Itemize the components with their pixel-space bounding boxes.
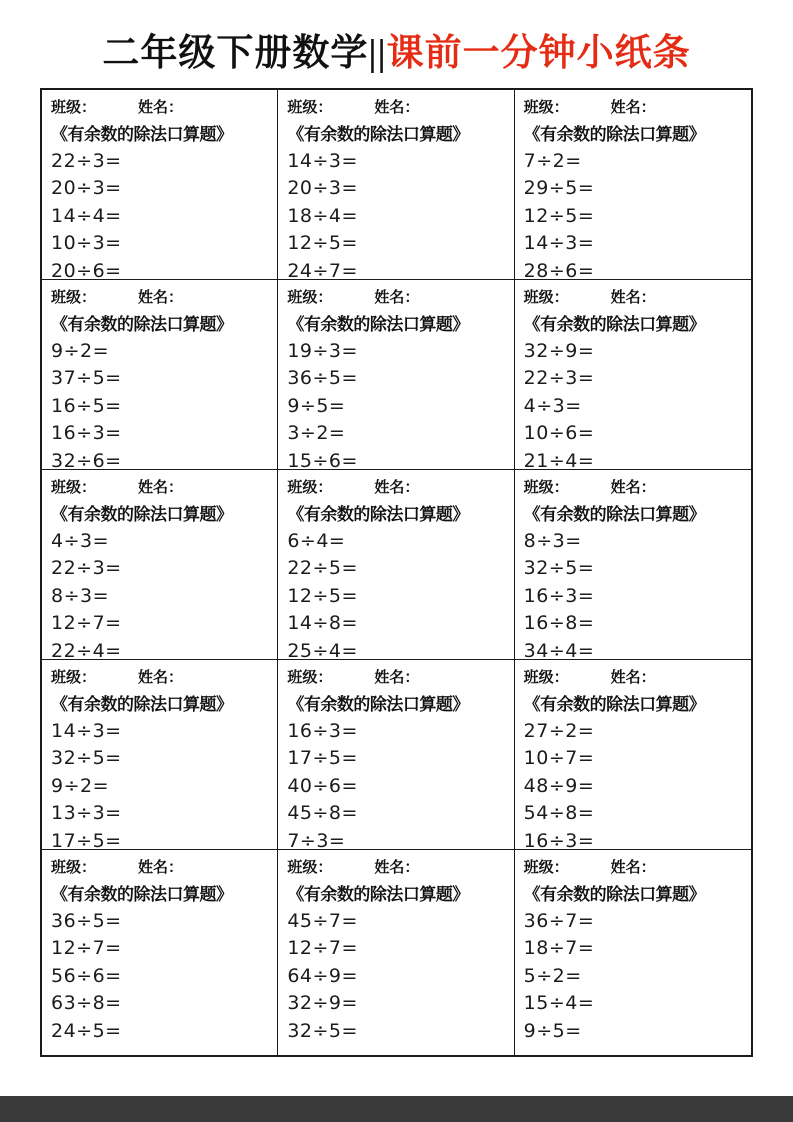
division-problem: 7÷3= — [287, 829, 346, 850]
division-problem: 45÷8= — [287, 802, 358, 825]
cell-header — [524, 475, 745, 501]
worksheet-cell — [515, 90, 751, 280]
division-problem: 29÷5= — [523, 177, 595, 200]
division-problem: 14÷4= — [51, 204, 122, 227]
page-title — [0, 0, 793, 75]
division-problem: 22÷3= — [523, 367, 595, 390]
worksheet-cell — [42, 90, 278, 280]
class-label: 班级： — [51, 290, 97, 306]
problem-list — [524, 338, 745, 470]
division-problem: 7÷2= — [523, 150, 582, 172]
worksheet-cell — [515, 470, 751, 660]
division-problem: 22÷5= — [287, 557, 358, 580]
division-problem: 45÷7= — [287, 910, 358, 932]
division-problem: 40÷6= — [287, 774, 358, 797]
division-problem: 17÷5= — [287, 747, 358, 770]
division-problem: 15÷4= — [523, 992, 595, 1015]
name-label: 姓名： — [138, 100, 184, 116]
division-problem: 20÷3= — [51, 177, 122, 200]
worksheet-cell — [42, 660, 278, 850]
division-problem: 20÷6= — [51, 259, 122, 280]
division-problem: 6÷4= — [287, 530, 346, 552]
worksheet-subtitle: 《有余数的除法口算题》 — [51, 885, 233, 904]
worksheet-subtitle: 《有余数的除法口算题》 — [523, 315, 706, 334]
worksheet-cell — [515, 660, 751, 850]
name-label: 姓名： — [374, 860, 420, 876]
name-label: 姓名： — [610, 860, 656, 876]
name-label: 姓名： — [138, 480, 184, 496]
worksheet-subtitle: 《有余数的除法口算题》 — [287, 125, 469, 144]
division-problem: 32÷9= — [523, 340, 595, 362]
worksheet-subtitle: 《有余数的除法口算题》 — [287, 885, 469, 904]
class-label: 班级： — [523, 670, 569, 686]
worksheet-subtitle: 《有余数的除法口算题》 — [287, 315, 469, 334]
name-label: 姓名： — [610, 480, 656, 496]
page-bottom-bar — [0, 1096, 793, 1122]
worksheet-cell — [278, 660, 514, 850]
page-title-black: 二年级下册数学|| — [102, 33, 387, 74]
class-label: 班级： — [523, 100, 569, 116]
problem-list — [287, 148, 507, 280]
worksheet-cell — [42, 470, 278, 660]
cell-header — [287, 665, 507, 691]
worksheet-subtitle: 《有余数的除法口算题》 — [523, 885, 706, 904]
cell-header — [51, 285, 271, 311]
class-label: 班级： — [523, 290, 569, 306]
cell-header — [51, 665, 271, 691]
class-label: 班级： — [287, 100, 333, 116]
name-label: 姓名： — [138, 670, 184, 686]
division-problem: 16÷8= — [523, 612, 595, 635]
division-problem: 9÷2= — [51, 774, 110, 797]
name-label: 姓名： — [374, 290, 420, 306]
division-problem: 36÷5= — [51, 910, 122, 932]
division-problem: 15÷6= — [287, 449, 358, 470]
name-label: 姓名： — [610, 290, 656, 306]
cell-header — [51, 475, 271, 501]
division-problem: 22÷3= — [51, 150, 122, 172]
division-problem: 8÷3= — [523, 530, 582, 552]
worksheet-subtitle: 《有余数的除法口算题》 — [523, 125, 706, 144]
division-problem: 63÷8= — [51, 992, 122, 1015]
worksheet-subtitle: 《有余数的除法口算题》 — [287, 505, 469, 524]
worksheet-cell — [278, 470, 514, 660]
division-problem: 12÷5= — [287, 232, 358, 255]
worksheet-cell — [278, 280, 514, 470]
problem-list — [51, 528, 271, 660]
division-problem: 3÷2= — [287, 422, 346, 445]
division-problem: 4÷3= — [523, 394, 582, 417]
division-problem: 19÷3= — [287, 340, 358, 362]
name-label: 姓名： — [138, 290, 184, 306]
division-problem: 9÷2= — [51, 340, 110, 362]
class-label: 班级： — [523, 860, 569, 876]
division-problem: 16÷3= — [51, 422, 122, 445]
division-problem: 36÷5= — [287, 367, 358, 390]
cell-header — [524, 95, 745, 121]
division-problem: 9÷5= — [523, 1019, 582, 1042]
problem-list — [287, 338, 507, 470]
worksheet-cell — [515, 280, 751, 470]
division-problem: 21÷4= — [523, 449, 595, 470]
class-label: 班级： — [51, 100, 97, 116]
division-problem: 36÷7= — [523, 910, 595, 932]
division-problem: 16÷3= — [523, 584, 595, 607]
division-problem: 37÷5= — [51, 367, 122, 390]
division-problem: 12÷5= — [287, 584, 358, 607]
division-problem: 12÷7= — [287, 937, 358, 960]
division-problem: 22÷4= — [51, 639, 122, 660]
cell-header — [51, 855, 271, 881]
problem-list — [51, 338, 271, 470]
cell-header — [287, 285, 507, 311]
division-problem: 14÷3= — [287, 150, 358, 172]
name-label: 姓名： — [374, 480, 420, 496]
division-problem: 48÷9= — [523, 774, 595, 797]
problem-list — [524, 908, 745, 1045]
division-problem: 14÷3= — [523, 232, 595, 255]
division-problem: 12÷7= — [51, 937, 122, 960]
division-problem: 32÷5= — [287, 1019, 358, 1042]
class-label: 班级： — [523, 480, 569, 496]
class-label: 班级： — [287, 480, 333, 496]
division-problem: 10÷6= — [523, 422, 595, 445]
division-problem: 18÷4= — [287, 204, 358, 227]
worksheet-subtitle: 《有余数的除法口算题》 — [51, 505, 233, 524]
cell-header — [524, 855, 745, 881]
division-problem: 56÷6= — [51, 964, 122, 987]
page-title-red: 课前一分钟小纸条 — [386, 33, 691, 74]
division-problem: 14÷3= — [51, 720, 122, 742]
problem-list — [287, 718, 507, 850]
problem-list — [287, 528, 507, 660]
cell-header — [51, 95, 271, 121]
worksheet-cell — [278, 90, 514, 280]
division-problem: 22÷3= — [51, 557, 122, 580]
division-problem: 17÷5= — [51, 829, 122, 850]
division-problem: 12÷5= — [523, 204, 595, 227]
name-label: 姓名： — [374, 100, 420, 116]
division-problem: 25÷4= — [287, 639, 358, 660]
worksheet-cell — [42, 280, 278, 470]
cell-header — [287, 855, 507, 881]
division-problem: 14÷8= — [287, 612, 358, 635]
cell-header — [287, 475, 507, 501]
division-problem: 32÷5= — [51, 747, 122, 770]
problem-list — [51, 718, 271, 850]
name-label: 姓名： — [610, 670, 656, 686]
division-problem: 32÷9= — [287, 992, 358, 1015]
class-label: 班级： — [51, 670, 97, 686]
class-label: 班级： — [287, 290, 333, 306]
problem-list — [524, 528, 745, 660]
division-problem: 18÷7= — [523, 937, 595, 960]
cell-header — [524, 665, 745, 691]
division-problem: 20÷3= — [287, 177, 358, 200]
division-problem: 27÷2= — [523, 720, 595, 742]
worksheet-subtitle: 《有余数的除法口算题》 — [287, 695, 469, 714]
division-problem: 16÷3= — [523, 829, 595, 850]
name-label: 姓名： — [374, 670, 420, 686]
division-problem: 32÷6= — [51, 449, 122, 470]
division-problem: 5÷2= — [523, 964, 582, 987]
worksheet-subtitle: 《有余数的除法口算题》 — [523, 505, 706, 524]
division-problem: 12÷7= — [51, 612, 122, 635]
worksheet-grid — [40, 88, 753, 1057]
division-problem: 10÷7= — [523, 747, 595, 770]
division-problem: 54÷8= — [523, 802, 595, 825]
division-problem: 24÷7= — [287, 259, 358, 280]
class-label: 班级： — [51, 860, 97, 876]
division-problem: 13÷3= — [51, 802, 122, 825]
worksheet-cell — [515, 850, 751, 1055]
division-problem: 24÷5= — [51, 1019, 122, 1042]
worksheet-subtitle: 《有余数的除法口算题》 — [51, 695, 233, 714]
division-problem: 8÷3= — [51, 584, 110, 607]
division-problem: 64÷9= — [287, 964, 358, 987]
name-label: 姓名： — [138, 860, 184, 876]
division-problem: 16÷5= — [51, 394, 122, 417]
class-label: 班级： — [287, 670, 333, 686]
class-label: 班级： — [51, 480, 97, 496]
division-problem: 4÷3= — [51, 530, 110, 552]
worksheet-subtitle: 《有余数的除法口算题》 — [51, 315, 233, 334]
cell-header — [287, 95, 507, 121]
worksheet-cell — [278, 850, 514, 1055]
worksheet-cell — [42, 850, 278, 1055]
division-problem: 9÷5= — [287, 394, 346, 417]
problem-list — [524, 148, 745, 280]
worksheet-subtitle: 《有余数的除法口算题》 — [523, 695, 706, 714]
division-problem: 10÷3= — [51, 232, 122, 255]
division-problem: 16÷3= — [287, 720, 358, 742]
problem-list — [524, 718, 745, 850]
worksheet-subtitle: 《有余数的除法口算题》 — [51, 125, 233, 144]
problem-list — [287, 908, 507, 1045]
cell-header — [524, 285, 745, 311]
division-problem: 28÷6= — [523, 259, 595, 280]
problem-list — [51, 908, 271, 1045]
problem-list — [51, 148, 271, 280]
class-label: 班级： — [287, 860, 333, 876]
name-label: 姓名： — [610, 100, 656, 116]
division-problem: 34÷4= — [523, 639, 595, 660]
division-problem: 32÷5= — [523, 557, 595, 580]
